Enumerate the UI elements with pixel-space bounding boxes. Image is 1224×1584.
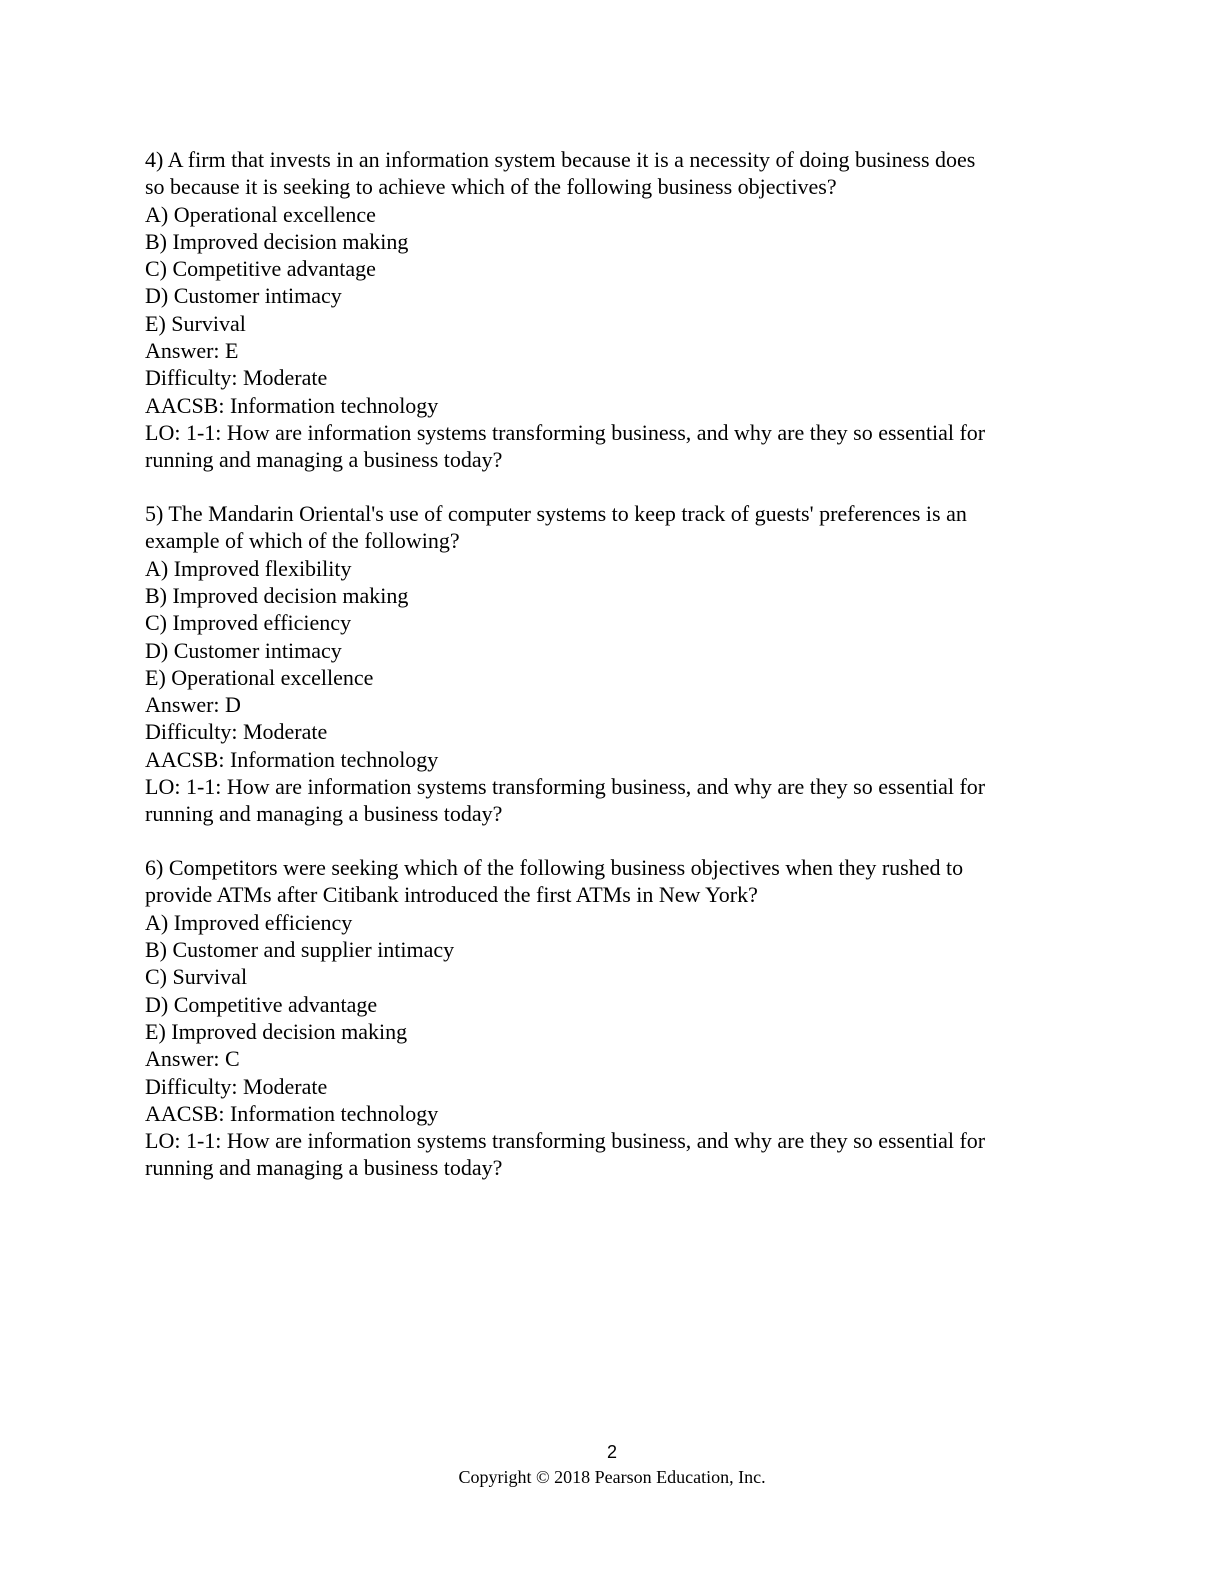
aacsb-label: AACSB: Information technology (145, 746, 439, 772)
answer-option: A) Improved flexibility (145, 555, 352, 581)
learning-objective-line: LO: 1-1: How are information systems transforming business, and why are they so essential for (145, 1128, 986, 1154)
copyright-notice: Copyright © 2018 Pearson Education, Inc. (458, 1467, 766, 1487)
answer-option: B) Improved decision making (145, 582, 409, 608)
answer-key: Answer: D (145, 692, 241, 718)
aacsb-label: AACSB: Information technology (145, 392, 439, 418)
answer-option: C) Improved efficiency (145, 610, 352, 636)
page-footer (0, 1440, 1224, 1490)
answer-option: B) Customer and supplier intimacy (145, 937, 455, 963)
learning-objective-line: LO: 1-1: How are information systems transforming business, and why are they so essential for (145, 774, 986, 800)
answer-option: A) Improved efficiency (145, 909, 353, 935)
answer-key: Answer: E (145, 338, 239, 364)
answer-option: E) Survival (145, 310, 246, 336)
answer-option: C) Competitive advantage (145, 256, 376, 282)
answer-option: D) Customer intimacy (145, 283, 342, 309)
question-stem-line: provide ATMs after Citibank introduced the first ATMs in New York? (145, 882, 758, 908)
answer-option: B) Improved decision making (145, 228, 409, 254)
answer-option: C) Survival (145, 964, 248, 990)
question-stem-line: 6) Competitors were seeking which of the following business objectives when they rushed to (145, 855, 964, 881)
question-stem-line: 4) A firm that invests in an information system because it is a necessity of doing business does (145, 147, 976, 172)
answer-option: D) Competitive advantage (145, 991, 378, 1017)
answer-option: E) Operational excellence (145, 664, 374, 690)
difficulty-label: Difficulty: Moderate (145, 719, 328, 745)
question-stem-line: 5) The Mandarin Oriental's use of computer systems to keep track of guests' preferences is an (145, 501, 967, 527)
question-block (145, 854, 1075, 1182)
learning-objective-line: LO: 1-1: How are information systems transforming business, and why are they so essential for (145, 419, 986, 445)
page-number: 2 (606, 1442, 617, 1462)
answer-option: A) Operational excellence (145, 201, 376, 227)
question-block (145, 500, 1075, 828)
answer-option: D) Customer intimacy (145, 637, 342, 663)
question-stem-line: example of which of the following? (145, 528, 460, 554)
difficulty-label: Difficulty: Moderate (145, 1073, 328, 1099)
learning-objective-line: running and managing a business today? (145, 447, 503, 473)
answer-option: E) Improved decision making (145, 1018, 408, 1044)
aacsb-label: AACSB: Information technology (145, 1100, 439, 1126)
page-content (145, 146, 1075, 1208)
learning-objective-line: running and managing a business today? (145, 1155, 503, 1181)
learning-objective-line: running and managing a business today? (145, 801, 503, 827)
difficulty-label: Difficulty: Moderate (145, 365, 328, 391)
question-block (145, 146, 1075, 474)
question-stem-line: so because it is seeking to achieve which of the following business objectives? (145, 174, 837, 200)
answer-key: Answer: C (145, 1046, 240, 1072)
